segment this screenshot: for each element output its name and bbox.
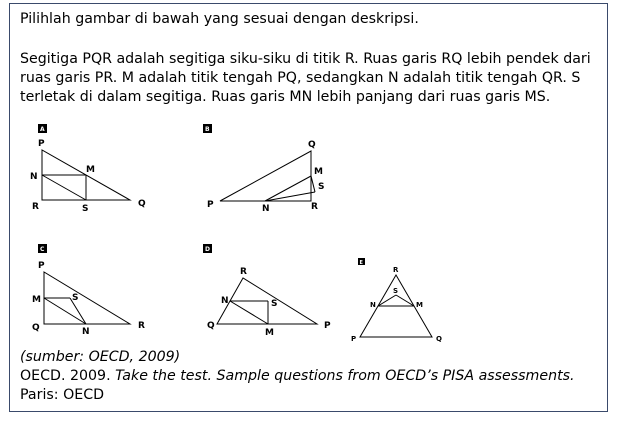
option-e-letter: E — [359, 260, 363, 266]
option-e-label-n: N — [370, 301, 376, 309]
option-b-figure[interactable] — [203, 124, 324, 214]
option-c-figure[interactable] — [32, 244, 145, 337]
option-a-label-n: N — [30, 172, 38, 182]
description-line-2: ruas garis PR. M adalah titik tengah PQ, sedangkan N adalah titik tengah QR. S — [20, 70, 581, 86]
option-a-label-p: P — [38, 139, 45, 149]
option-c-label-q: Q — [32, 323, 40, 333]
option-c-label-s: S — [72, 293, 79, 303]
option-b-label-q: Q — [308, 140, 316, 150]
option-a-letter: A — [40, 126, 45, 133]
option-a-label-s: S — [82, 204, 89, 214]
option-d-label-p: P — [324, 321, 331, 331]
option-c-label-n: N — [82, 327, 90, 337]
option-e-label-m: M — [416, 301, 423, 309]
option-a-label-r: R — [32, 202, 39, 212]
reference-line-2: Paris: OECD — [20, 387, 105, 403]
option-e-label-p: P — [351, 335, 357, 343]
option-b-label-n: N — [262, 204, 270, 214]
reference-title: Take the test. Sample questions from OECD’s PISA assessments. — [115, 368, 575, 384]
source-note: (sumber: OECD, 2009) — [20, 349, 181, 365]
option-c-label-r: R — [138, 321, 145, 331]
option-c-label-m: M — [32, 295, 41, 305]
reference-line-1 — [20, 367, 575, 386]
option-a-label-q: Q — [138, 199, 146, 209]
option-d-label-m: M — [265, 328, 274, 338]
question-text: Pilihlah gambar di bawah yang sesuai dengan deskripsi. — [20, 11, 419, 27]
option-e-label-s: S — [393, 287, 399, 295]
option-c-label-p: P — [38, 261, 45, 271]
option-d-letter: D — [205, 246, 210, 253]
option-c-letter: C — [40, 246, 45, 253]
option-d-figure[interactable] — [203, 244, 331, 338]
description-line-1: Segitiga PQR adalah segitiga siku-siku di titik R. Ruas garis RQ lebih pendek dari — [20, 51, 591, 67]
description-line-3: terletak di dalam segitiga. Ruas garis MN lebih panjang dari ruas garis MS. — [20, 89, 551, 105]
option-b-label-m: M — [314, 167, 323, 177]
option-a-figure[interactable] — [30, 124, 146, 214]
option-d-label-n: N — [221, 296, 229, 306]
option-b-label-r: R — [311, 202, 318, 212]
option-d-label-q: Q — [207, 321, 215, 331]
option-d-label-r: R — [240, 267, 247, 277]
option-e-label-r: R — [393, 266, 399, 274]
reference-author: OECD. 2009. — [20, 368, 116, 384]
option-d-label-s: S — [271, 299, 278, 309]
option-b-label-p: P — [207, 200, 214, 210]
option-a-label-m: M — [86, 165, 95, 175]
option-b-letter: B — [205, 126, 210, 133]
option-b-label-s: S — [318, 182, 325, 192]
option-e-label-q: Q — [436, 335, 442, 343]
option-e-figure[interactable] — [351, 258, 442, 343]
